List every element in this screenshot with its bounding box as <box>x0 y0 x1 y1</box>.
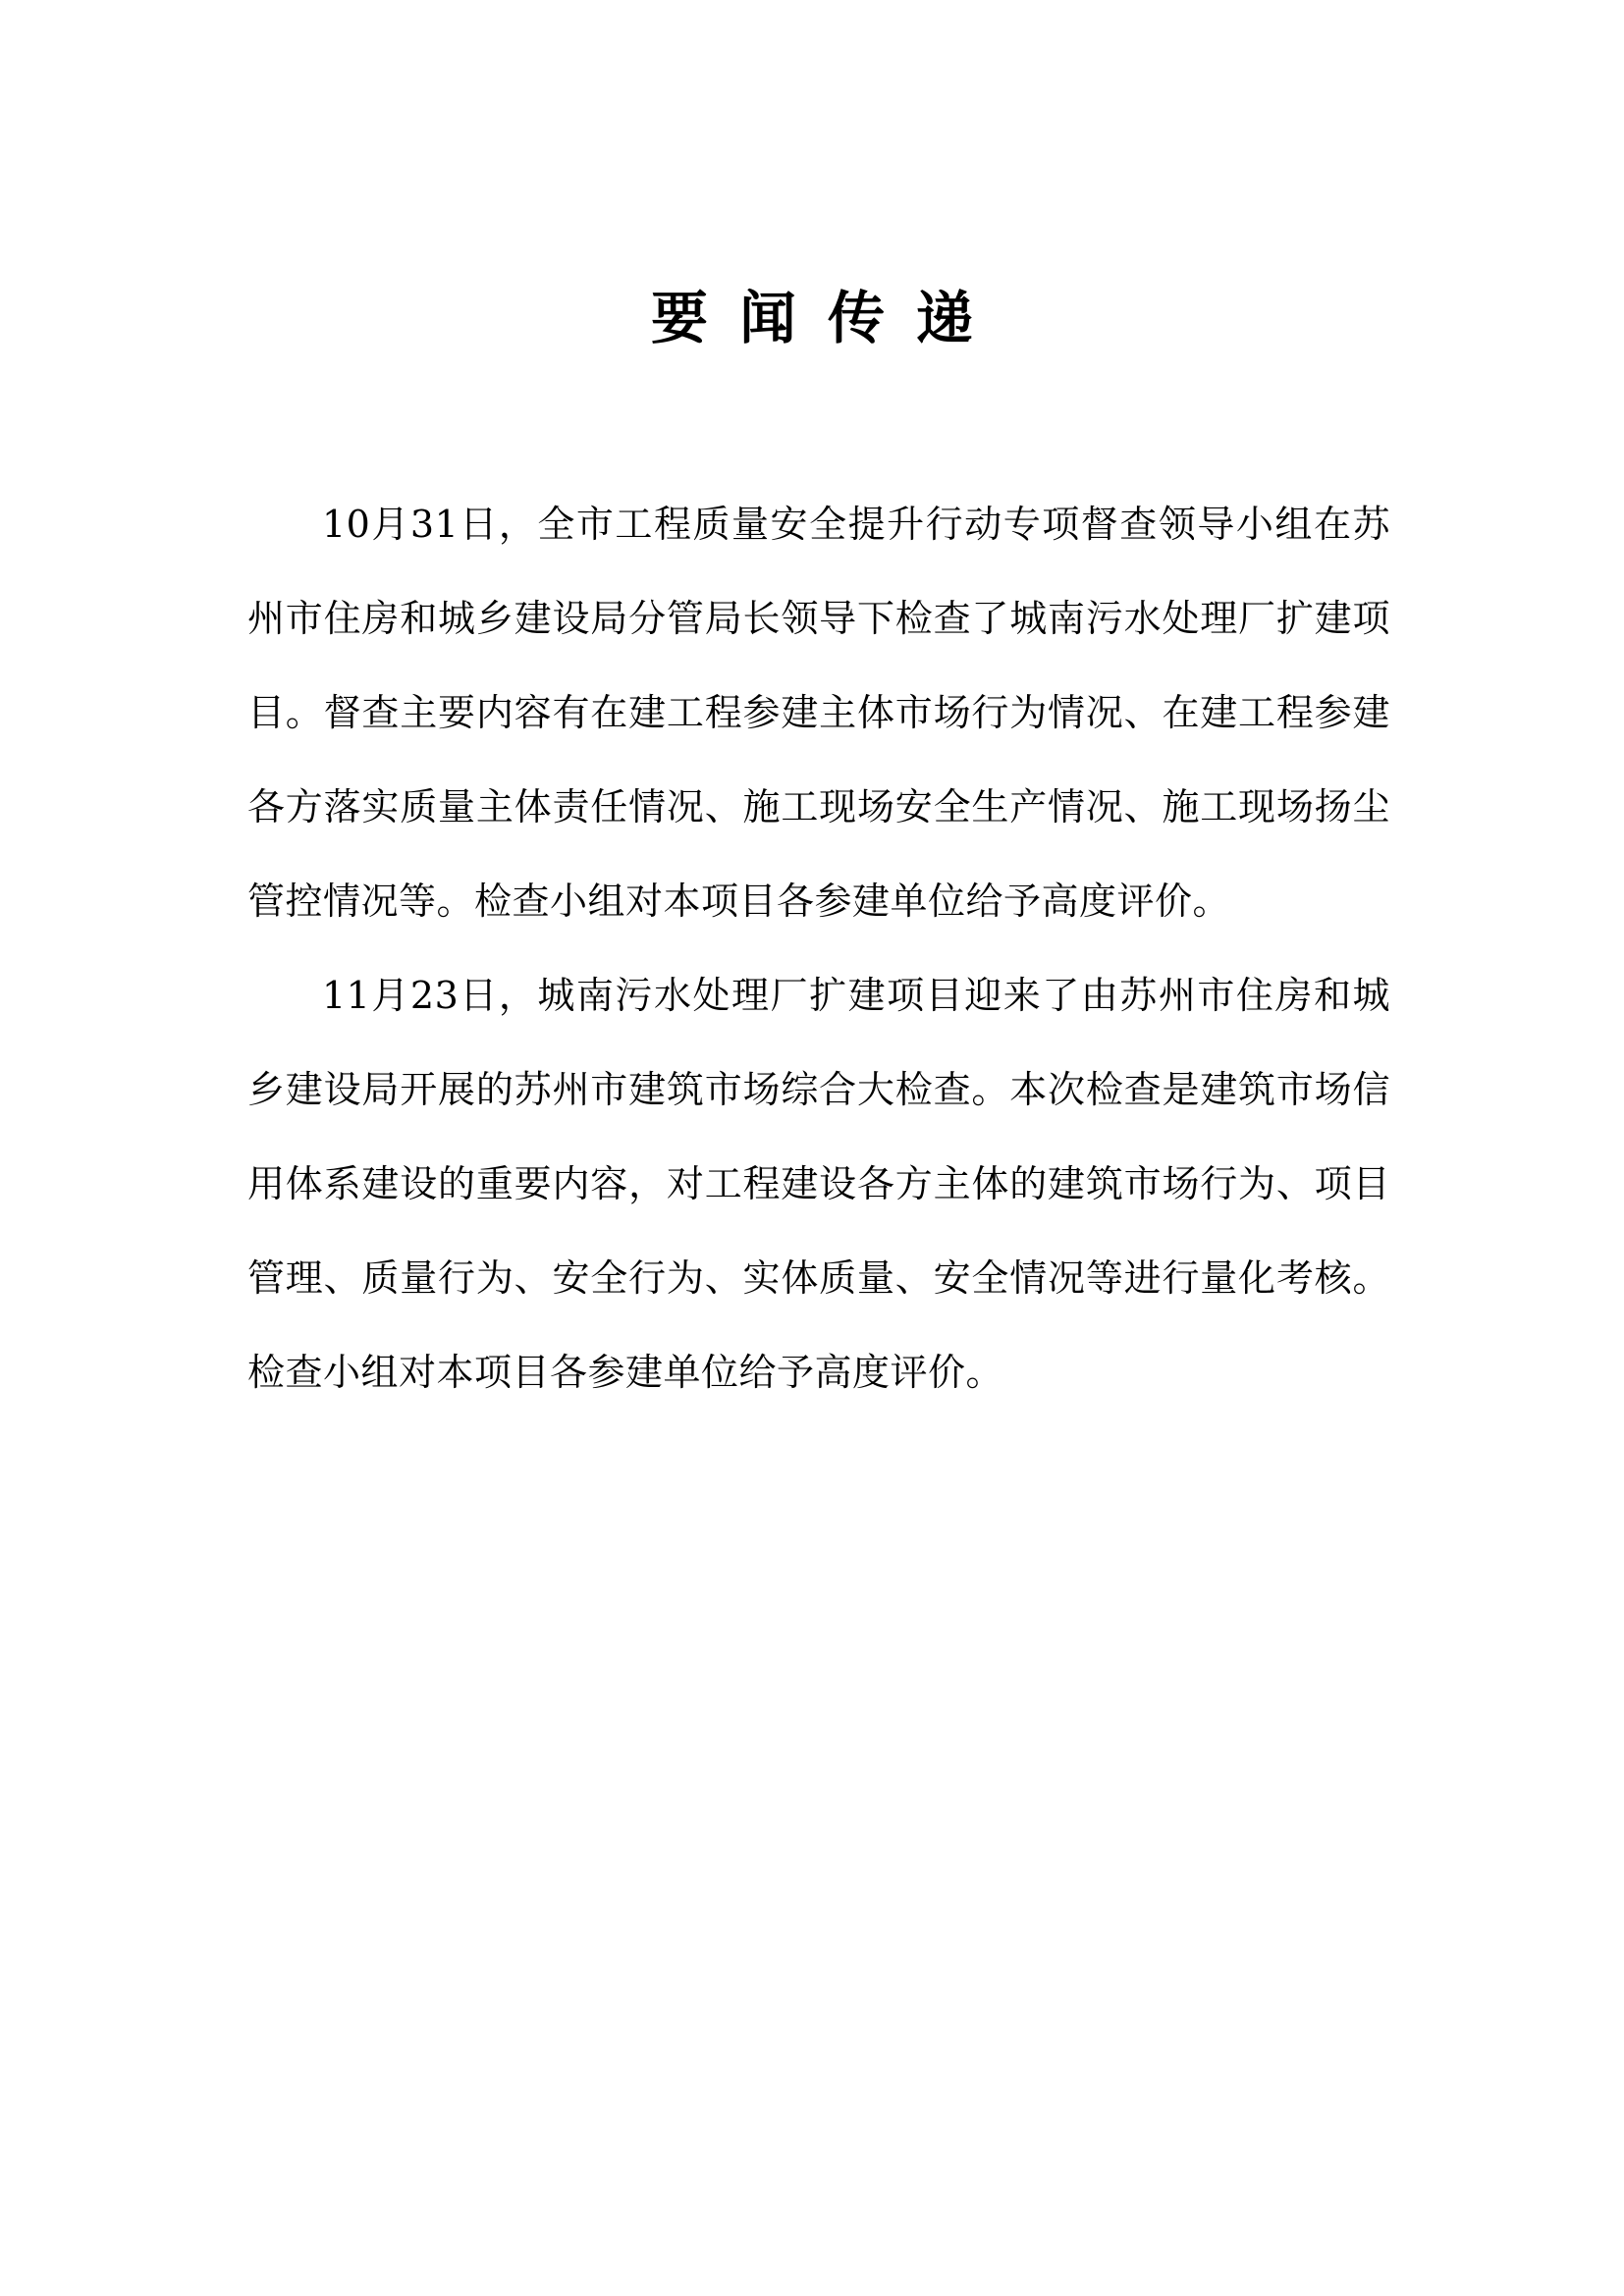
document-body <box>247 477 1390 1419</box>
document-title: 要闻传递 <box>650 285 1004 351</box>
paragraph-2: 11月23日，城南污水处理厂扩建项目迎来了由苏州市住房和城乡建设局开展的苏州市建筑市场综合大检查。本次检查是建筑市场信用体系建设的重要内容，对工程建设各方主体的建筑市场行为、项目管理、质量行为、安全行为、实体质量、安全情况等进行量化考核。检查小组对本项目各参建单位给予高度评价。 <box>247 974 1390 1394</box>
paragraph-1: 10月31日，全市工程质量安全提升行动专项督查领导小组在苏州市住房和城乡建设局分管局长领导下检查了城南污水处理厂扩建项目。督查主要内容有在建工程参建主体市场行为情况、在建工程参建各方落实质量主体责任情况、施工现场安全生产情况、施工现场扬尘管控情况等。检查小组对本项目各参建单位给予高度评价。 <box>247 503 1390 923</box>
